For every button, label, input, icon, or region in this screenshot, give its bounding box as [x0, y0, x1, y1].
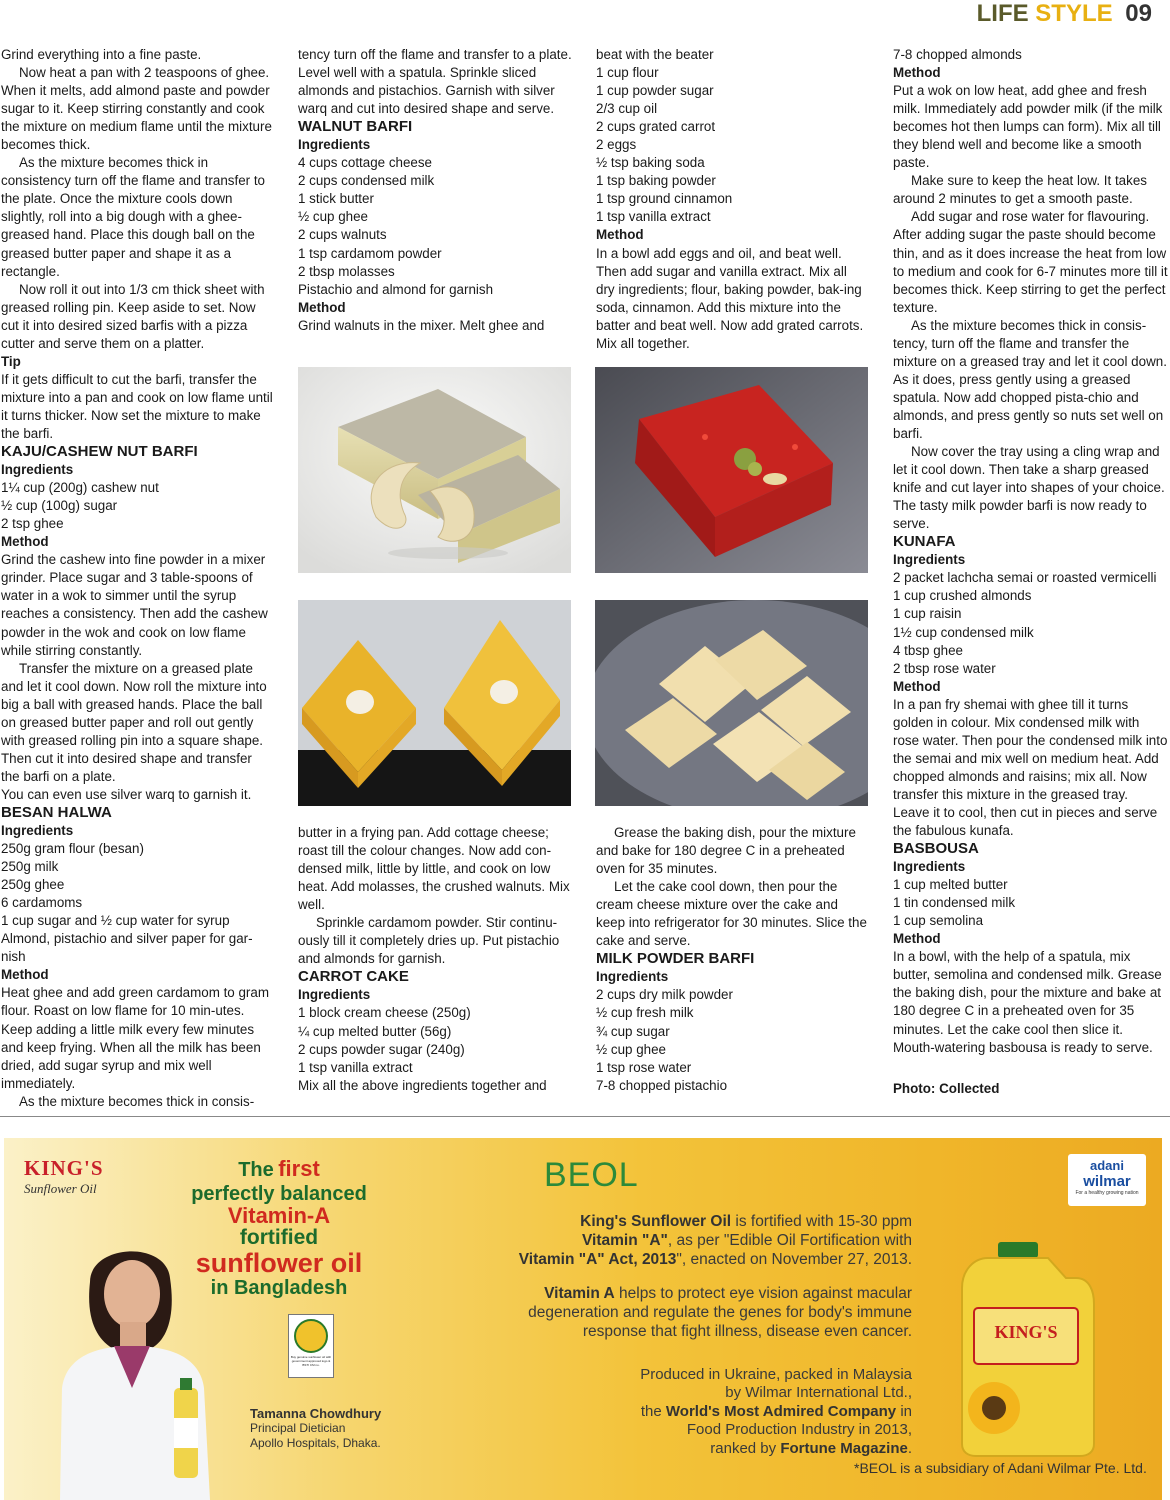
paragraph: Now cover the tray using a cling wrap and let it cool down. Then take a sharp greased knife and cut layer into shapes of your choice. The tasty milk powder barfi is now ready to serve. — [893, 444, 1165, 532]
paragraph: Sprinkle cardamom powder. Stir continu-ously till it completely dries up. Put pistachio and almonds for garnish. — [298, 915, 560, 967]
paragraph: 1 tin condensed milk — [893, 895, 1016, 911]
section-heading: BASBOUSA — [893, 840, 979, 858]
kings-logo-subtext: Sunflower Oil — [24, 1181, 97, 1196]
subheading: Method — [893, 65, 941, 81]
subheading: Tip — [1, 353, 21, 369]
paragraph: 2 cups grated carrot — [596, 119, 716, 135]
paragraph: 7-8 chopped pistachio — [596, 1077, 728, 1093]
photo-carrot-halwa — [595, 367, 868, 573]
photo-milk-powder-barfi — [595, 600, 868, 806]
section-heading: KUNAFA — [893, 533, 956, 551]
paragraph: Transfer the mixture on a greased plate and let it cool down. Now roll the mixture into big a ball with greased hands. Place the ball on greased butter paper and roll out gently with greased rolling pin into a square shape. Then cut it into desired shape and transfer the barfi on a plate. — [1, 660, 267, 784]
paragraph: 6 cardamoms — [1, 895, 83, 911]
paragraph: 1 cup flour — [596, 65, 659, 81]
bottle-label: KING'S — [994, 1322, 1058, 1342]
subheading: Method — [1, 534, 49, 550]
headline-first: first — [278, 1156, 320, 1181]
paragraph: 7-8 chopped almonds — [893, 47, 1022, 62]
para2-line3: response that fight illness, disease even cancer. — [582, 1323, 912, 1340]
paragraph: 1 stick butter — [298, 191, 374, 207]
column-2-top — [298, 46, 573, 335]
paragraph: 1½ cup condensed milk — [893, 624, 1034, 640]
paragraph: 2 tbsp rose water — [893, 660, 996, 676]
paragraph: 4 tbsp ghee — [893, 642, 963, 658]
paragraph: Pistachio and almond for garnish — [298, 281, 494, 297]
paragraph: You can even use silver warq to garnish it. — [1, 786, 252, 802]
paragraph: ½ tsp baking soda — [596, 155, 705, 171]
paragraph: In a bowl add eggs and oil, and beat well. Then add sugar and vanilla extract. Mix all dry ingredients; flour, baking powder, bak-ing soda, cinnamon. Add this mixture into the batter and beat well. Now add grated carrots. Mix all together. — [596, 245, 864, 351]
beol-logo: BEOL — [544, 1156, 639, 1194]
adani-wilmar-logo — [1068, 1154, 1146, 1206]
paragraph: Make sure to keep the heat low. It takes around 2 minutes to get a smooth paste. — [893, 173, 1147, 207]
paragraph: 2 cups powder sugar (240g) — [298, 1041, 465, 1057]
subheading: Ingredients — [596, 969, 669, 985]
brand-bold: King's Sunflower Oil — [580, 1213, 732, 1230]
adani-text: adani — [1090, 1158, 1124, 1173]
column-3-top — [596, 46, 868, 353]
subheading: Ingredients — [1, 823, 74, 839]
paragraph: 1¼ cup (200g) cashew nut — [1, 480, 159, 496]
ad-paragraph-2 — [472, 1284, 912, 1341]
paragraph: Grind walnuts in the mixer. Melt ghee and — [298, 317, 545, 333]
para3-ranked: ranked by — [710, 1439, 781, 1457]
advertisement-banner — [4, 1138, 1162, 1500]
headline-line-4: fortified — [239, 1226, 319, 1249]
paragraph: 1 cup semolina — [893, 913, 984, 929]
paragraph: 2 cups walnuts — [298, 227, 387, 243]
paragraph: 1 tsp baking powder — [596, 173, 716, 189]
paragraph: 250g gram flour (besan) — [1, 841, 144, 857]
subheading: Method — [893, 678, 941, 694]
column-3-bottom — [596, 824, 868, 1095]
paragraph: As the mixture becomes thick in consis-tency, turn off the flame and transfer the mixture on a greased tray and let it cool down. As it does, press gently using a greased spatula. Now add chopped pista-chio and almonds, and press gently so nuts set well on barfi. — [893, 317, 1167, 441]
paragraph: 1 cup crushed almonds — [893, 588, 1032, 604]
paragraph: 4 cups cottage cheese — [298, 155, 432, 171]
para3-line1: Produced in Ukraine, packed in Malaysia — [640, 1366, 912, 1383]
paragraph: In a pan fry shemai with ghee till it turns golden in colour. Mix condensed milk with rose water. Then pour the condensed milk into the semai and mix well on medium heat. Add chopped almonds and raisins; mix all. Now transfer this mixture in the greased tray. Leave it to cool, then cut in pieces and serve the fabulous kunafa. — [893, 696, 1168, 839]
paragraph: 2 cups dry milk powder — [596, 987, 733, 1003]
paragraph: Heat ghee and add green cardamom to gram flour. Roast on low flame for 10 min-utes. Keep adding a little milk every few minutes and keep frying. When all the milk has been dried, add sugar syrup and mix well immediately. — [1, 985, 269, 1091]
column-2-bottom — [298, 824, 573, 1095]
header-life: LIFE — [976, 0, 1029, 27]
most-admired-bold: World's Most Admired Company — [665, 1402, 897, 1420]
vitamin-a-bold: Vitamin A — [544, 1285, 615, 1302]
para1-line2: , as per "Edible Oil Fortification with — [667, 1232, 912, 1249]
adani-tagline: For a healthy growing nation — [1075, 1190, 1139, 1196]
headline-line-6: in Bangladesh — [210, 1277, 348, 1299]
paragraph: In a bowl, with the help of a spatula, mix butter, semolina and condensed milk. Grease the baking dish, pour the mixture and bake at 180 degree C in a preheated oven for 35 minutes. Let the cake cool then slice it. Mouth-watering basbousa is ready to serve. — [893, 949, 1162, 1055]
paragraph: 1 cup raisin — [893, 606, 962, 622]
paragraph: ½ cup ghee — [298, 209, 368, 225]
paragraph: 2 packet lachcha semai or roasted vermicelli — [893, 570, 1157, 586]
paragraph: Put a wok on low heat, add ghee and fresh milk. Immediately add powder milk (if the milk becomes hot then lumps can form). Mix all till they blend well and become like a smooth paste. — [893, 83, 1163, 171]
paragraph: 2 tbsp molasses — [298, 263, 395, 279]
paragraph: Grind the cashew into fine powder in a mixer grinder. Place sugar and 3 table-spoons of water in a wok to simmer until the syrup reaches a consistency. Then add the cashew powder in the wok and cook on low flame while stirring constantly. — [1, 552, 268, 658]
paragraph: 1 cup sugar and ½ cup water for syrup — [1, 913, 230, 929]
headline-line-5: sunflower oil — [195, 1248, 363, 1278]
doctor-title: Principal Dietician — [250, 1421, 346, 1435]
header-style: STYLE — [1035, 0, 1113, 27]
paragraph: Mix all the above ingredients together and — [298, 1077, 547, 1093]
column-1 — [1, 46, 273, 1111]
doctor-info — [250, 1406, 390, 1451]
para1-rest: is fortified with 15-30 ppm — [731, 1213, 912, 1230]
headline-line-1 — [164, 1158, 394, 1183]
para3-the: the — [640, 1402, 666, 1420]
para3-line2: by Wilmar International Ltd., — [725, 1384, 912, 1402]
paragraph: butter in a frying pan. Add cottage cheese; roast till the colour changes. Now add con-densed milk, little by little, and cook on low heat. Add molasses, the crushed walnuts. Mix well. — [298, 825, 570, 913]
page-number: 09 — [1125, 0, 1152, 27]
wilmar-text: wilmar — [1083, 1173, 1131, 1190]
page-header — [977, 0, 1152, 28]
paragraph: ¾ cup sugar — [596, 1023, 670, 1039]
paragraph: 1 tsp rose water — [596, 1059, 692, 1075]
section-heading: WALNUT BARFI — [298, 118, 413, 136]
column-4 — [893, 46, 1168, 1057]
para2-line2: degeneration and regulate the genes for body's immune — [528, 1304, 912, 1321]
subheading: Ingredients — [298, 137, 371, 153]
paragraph: As the mixture becomes thick in consistency turn off the flame and transfer to the plate. Once the mixture cools down slightly, roll into a big dough with a ghee-greased hand. Place this dough ball on the greased butter paper and shape it as a rectangle. — [1, 155, 265, 279]
subheading: Method — [596, 227, 644, 243]
paragraph: beat with the beater — [596, 47, 714, 62]
doctor-org: Apollo Hospitals, Dhaka. — [250, 1436, 381, 1450]
headline-the: The — [238, 1159, 274, 1181]
doctor-photo — [54, 1238, 254, 1500]
para3-line4: Food Production Industry in 2013, — [686, 1421, 912, 1439]
paragraph: 1 cup melted butter — [893, 877, 1008, 893]
subheading: Method — [298, 299, 346, 315]
subheading: Ingredients — [1, 462, 74, 478]
govt-seal — [288, 1314, 334, 1378]
ad-paragraph-3 — [472, 1366, 912, 1458]
subheading: Method — [893, 931, 941, 947]
paragraph: 2/3 cup oil — [596, 101, 658, 117]
paragraph: ½ cup (100g) sugar — [1, 498, 118, 514]
paragraph: 2 tsp ghee — [1, 516, 64, 532]
subheading: Ingredients — [893, 552, 966, 568]
section-heading: MILK POWDER BARFI — [596, 950, 755, 968]
oil-bottle — [948, 1238, 1108, 1458]
section-heading: BESAN HALWA — [1, 803, 112, 821]
kings-logo — [24, 1156, 108, 1197]
para1-line3: ", enacted on November 27, 2013. — [676, 1251, 912, 1268]
subheading: Method — [1, 967, 49, 983]
ad-footnote: *BEOL is a subsidiary of Adani Wilmar Pte. Ltd. — [854, 1460, 1147, 1476]
para2-line1: helps to protect eye vision against macular — [614, 1285, 912, 1302]
paragraph: 2 cups condensed milk — [298, 173, 435, 189]
paragraph: 1 tsp vanilla extract — [596, 209, 711, 225]
act-bold: Vitamin "A" Act, 2013 — [518, 1251, 677, 1268]
paragraph: Now heat a pan with 2 teaspoons of ghee. When it melts, add almond paste and powder sugar to it. Keep stirring constantly and cook the mixture on medium flame until the mixture becomes thick. — [1, 65, 272, 153]
kings-logo-text: KING'S — [24, 1156, 104, 1180]
subheading: Ingredients — [298, 987, 371, 1003]
paragraph: If it gets difficult to cut the barfi, transfer the mixture into a pan and cook on low flame until it turns thicker. Now set the mixture to make the barfi. — [1, 371, 273, 441]
seal-text: Buy genuine sunflower oil with government approved logo & BSTI CM no. — [290, 1355, 332, 1367]
paragraph: 1 cup powder sugar — [596, 83, 714, 99]
paragraph: Grease the baking dish, pour the mixture and bake for 180 degree C in a preheated oven for 35 minutes. — [596, 825, 856, 877]
photo-credit: Photo: Collected — [893, 1081, 1000, 1096]
fortune-bold: Fortune Magazine — [780, 1439, 908, 1457]
paragraph: 1 tsp vanilla extract — [298, 1059, 413, 1075]
paragraph: Let the cake cool down, then pour the cream cheese mixture over the cake and keep into refrigerator for 30 minutes. Slice the cake and serve. — [596, 879, 867, 949]
headline-line-3: Vitamin-A — [227, 1203, 331, 1228]
paragraph: ½ cup ghee — [596, 1041, 666, 1057]
paragraph: Add sugar and rose water for flavouring. After adding sugar the paste should become thin, and as it does increase the heat from low to medium and cook for 6-7 minutes more till it becomes thick. Keep stirring to get the perfect texture. — [893, 209, 1168, 315]
paragraph: 2 eggs — [596, 137, 637, 153]
section-heading: KAJU/CASHEW NUT BARFI — [1, 443, 198, 461]
paragraph: 250g ghee — [1, 877, 65, 893]
paragraph: Almond, pistachio and silver paper for gar-nish — [1, 931, 253, 965]
section-heading: CARROT CAKE — [298, 968, 409, 986]
paragraph: 1 block cream cheese (250g) — [298, 1005, 471, 1021]
ad-paragraph-1 — [472, 1212, 912, 1269]
separator-line — [0, 1116, 1170, 1117]
paragraph: 1 tsp cardamom powder — [298, 245, 442, 261]
photo-basbousa — [298, 600, 571, 806]
paragraph: Now roll it out into 1/3 cm thick sheet with greased rolling pin. Keep aside to set. Now cut it into desired sized barfis with a pizza cutter and serve them on a platter. — [1, 281, 265, 351]
para3-in: in — [896, 1402, 912, 1420]
paragraph: As the mixture becomes thick in consis- — [19, 1093, 255, 1109]
paragraph: Grind everything into a fine paste. — [1, 47, 202, 62]
paragraph: ¼ cup melted butter (56g) — [298, 1023, 452, 1039]
paragraph: ½ cup fresh milk — [596, 1005, 694, 1021]
photo-cashew-barfi — [298, 367, 571, 573]
paragraph: 250g milk — [1, 859, 59, 875]
para3-period: . — [907, 1439, 912, 1457]
subheading: Ingredients — [893, 859, 966, 875]
headline-line-2: perfectly balanced — [191, 1183, 367, 1205]
paragraph: tency turn off the flame and transfer to a plate. Level well with a spatula. Sprinkle sliced almonds and pistachios. Garnish with silver warq and cut into desired shape and serve. — [298, 47, 572, 117]
paragraph: 1 tsp ground cinnamon — [596, 191, 733, 207]
doctor-name: Tamanna Chowdhury — [250, 1406, 382, 1421]
vitamin-bold: Vitamin "A" — [581, 1232, 668, 1249]
